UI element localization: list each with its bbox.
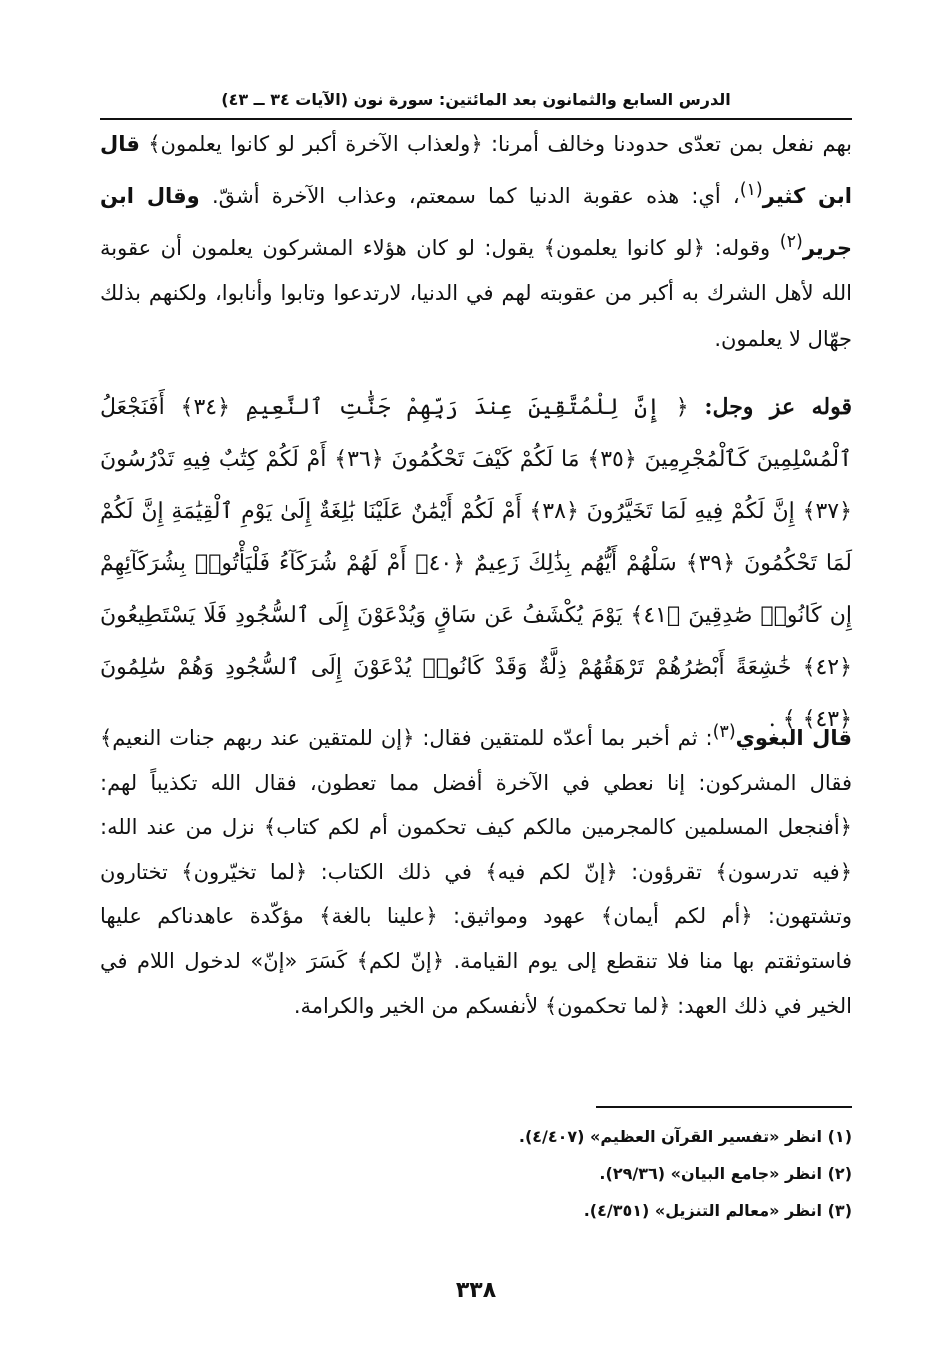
quran-verses: ﴿ إِنَّ لِلْمُتَّقِينَ عِندَ رَبِّهِمْ جَنَّٰتِ ٱلنَّعِيمِ ﴿٣٤﴾ أَفَنَجْعَلُ ٱلْمُسْلِمِينَ كَٱلْمُجْرِمِينَ ﴿٣٥﴾ مَا لَكُمْ كَيْفَ تَحْكُمُونَ ﴿٣٦﴾ أَمْ لَكُمْ كِتَٰبٌ فِيهِ تَدْرُسُونَ ﴿٣٧﴾ إِنَّ لَكُمْ فِيهِ لَمَا تَخَيَّرُونَ ﴿٣٨﴾ أَمْ لَكُمْ أَيْمَٰنٌ عَلَيْنَا بَٰلِغَةٌ إِلَىٰ يَوْمِ ٱلْقِيَٰمَةِ إِنَّ لَكُمْ لَمَا تَحْكُمُونَ ﴿٣٩﴾ سَلْهُمْ أَيُّهُم بِذَٰلِكَ زَعِيمٌ ﴿٤٠﴾ أَمْ لَهُمْ شُرَكَآءُ فَلْيَأْتُوا۟ بِشُرَكَآئِهِمْ إِن كَانُوا۟ صَٰدِقِينَ ﴿٤١﴾ يَوْمَ يُكْشَفُ عَن سَاقٍ وَيُدْعَوْنَ إِلَى ٱلسُّجُودِ فَلَا يَسْتَطِيعُونَ ﴿٤٢﴾ خَٰشِعَةً أَبْصَٰرُهُمْ تَرْهَقُهُمْ ذِلَّةٌ وَقَدْ كَانُوا۟ يُدْعَوْنَ إِلَى ٱلسُّجُودِ وَهُمْ سَٰلِمُونَ ﴿٤٣﴾ ﴾ . [100, 395, 853, 732]
citation-baghawi: قال البغوي [735, 726, 852, 750]
footnote-3: (٣) انظر «معالم التنزيل» (٤/٣٥١). [583, 1201, 852, 1220]
footnote-ref-1: (١) [739, 179, 763, 200]
footnote-ref-2: (٢) [779, 231, 803, 252]
paragraph-commentary-2 [100, 710, 852, 1028]
footnote-2: (٢) انظر «جامع البيان» (٢٩/٣٦). [599, 1164, 852, 1183]
quran-verses-paragraph [100, 381, 852, 746]
footnote-1: (١) انظر «تفسير القرآن العظيم» (٤/٤٠٧). [518, 1127, 852, 1146]
footnotes [100, 1118, 852, 1229]
citation-ibn-kathir: قال ابن كثير [100, 132, 852, 208]
header-divider [100, 118, 852, 120]
text-span: بهم نفعل بمن تعدّى حدودنا وخالف أمرنا: ﴿ولعذاب الآخرة أكبر لو كانوا يعلمون﴾ [148, 132, 852, 156]
footnote-ref-3: (٣) [712, 722, 736, 742]
text-span: وقوله: ﴿لو كانوا يعلمون﴾ يقول: لو كان هؤلاء المشركون يعلمون أن عقوبة الله لأهل الشرك به أكبر من عقوبته لهم في الدنيا، لارتدعوا وتابوا وأنابوا، ولكنهم بذلك جهّال لا يعلمون. [100, 235, 852, 352]
running-header: الدرس السابع والثمانون بعد المائتين: سورة نون (الآيات ٣٤ ــ ٤٣) [221, 90, 731, 109]
verse-intro: قوله عز وجل: [704, 394, 852, 420]
citation-ibn-jarir: وقال ابن جرير [100, 183, 852, 260]
page-number: ٣٣٨ [455, 1278, 497, 1303]
text-span: : ثم أخبر بما أعدّه للمتقين فقال: ﴿إن للمتقين عند ربهم جنات النعيم﴾ فقال المشركون: إنا نعطي في الآخرة أفضل مما تعطون، فقال الله تكذيباً لهم: ﴿أفنجعل المسلمين كالمجرمين مالكم كيف تحكمون أم لكم كتاب﴾ نزل من عند الله: ﴿فيه تدرسون﴾ تقرؤون: ﴿إنّ لكم فيه﴾ في ذلك الكتاب: ﴿لما تخيّرون﴾ تختارون وتشتهون: ﴿أم لكم أيمان﴾ عهود ومواثيق: ﴿علينا بالغة﴾ مؤكّدة عاهدناكم عليها فاستوثقتم بها منا فلا تنقطع إلى يوم القيامة. ﴿إنّ لكم﴾ كَسَرَ «إنّ» لدخول اللام في الخير في ذلك العهد: ﴿لما تحكمون﴾ لأنفسكم من الخير والكرامة. [100, 726, 852, 1018]
text-span: ، أي: هذه عقوبة الدنيا كما سمعتم، وعذاب الآخرة أشقّ. [211, 183, 740, 208]
paragraph-commentary-1 [100, 122, 852, 363]
footnote-divider [596, 1106, 852, 1108]
